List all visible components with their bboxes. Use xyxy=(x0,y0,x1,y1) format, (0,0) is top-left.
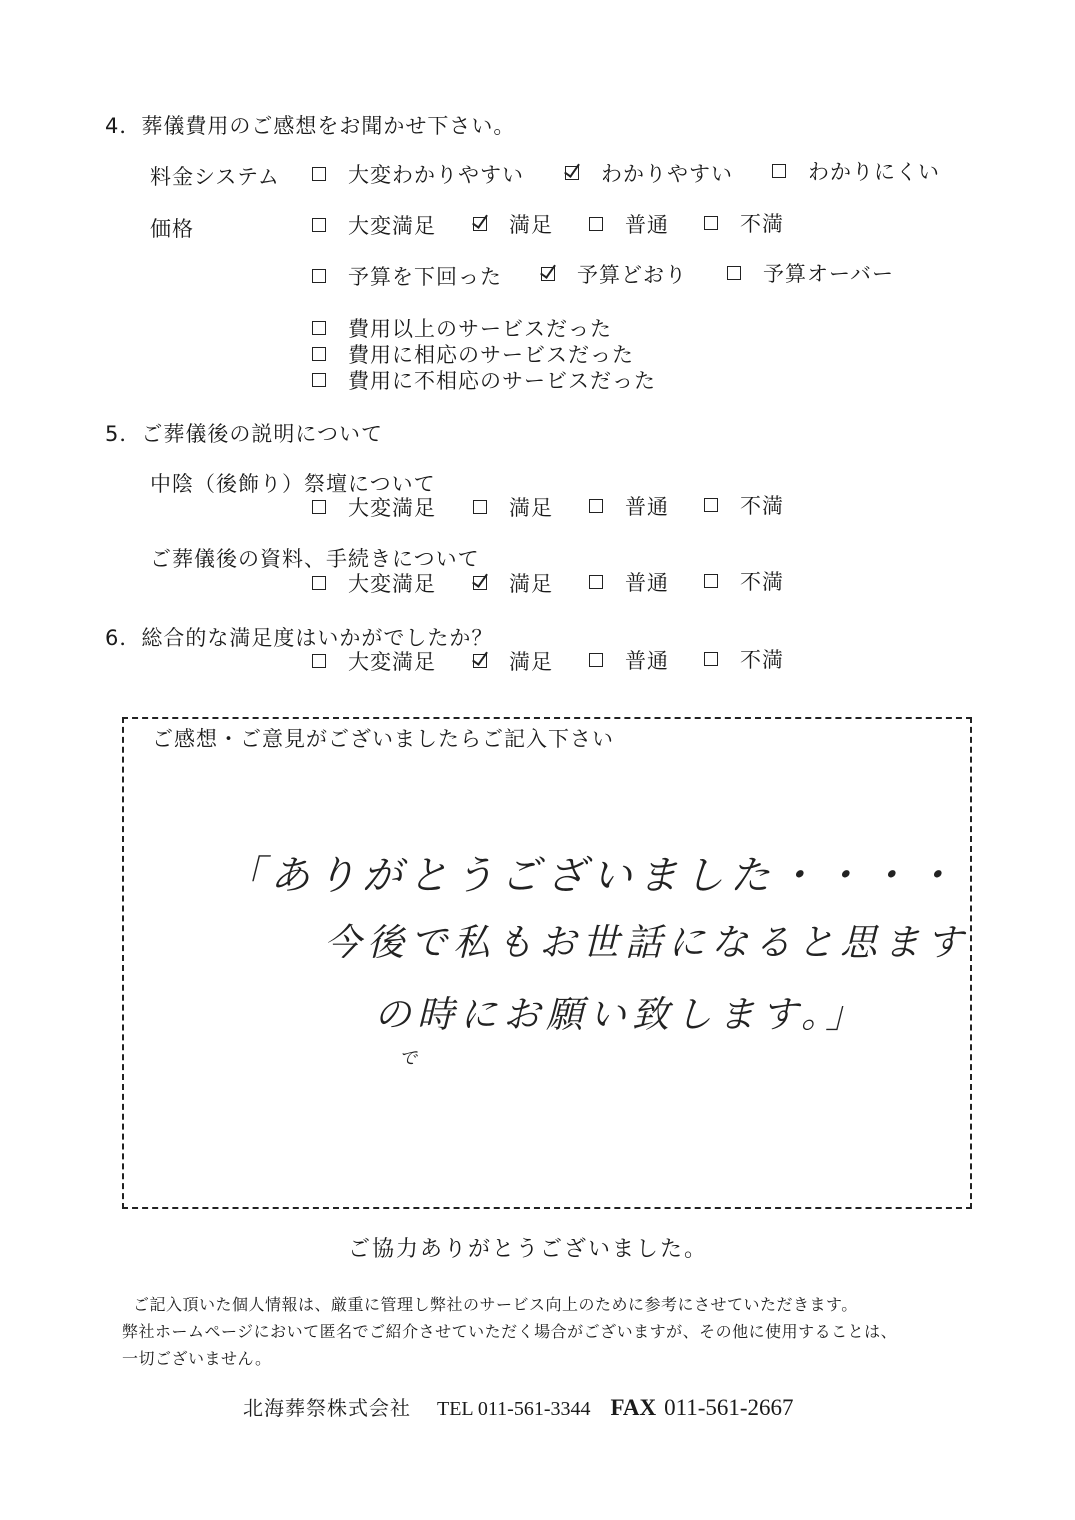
docs-option-normal[interactable]: 普通 xyxy=(589,567,669,597)
checkbox[interactable] xyxy=(312,373,326,387)
docs-option-very-satisfied[interactable]: 大変満足 xyxy=(312,568,436,598)
altar-label: 中陰（後飾り）祭壇について xyxy=(150,472,436,496)
checkbox[interactable] xyxy=(772,164,786,178)
value-option-matched[interactable]: 費用に相応のサービスだった xyxy=(312,339,634,369)
thanks-message: ご協力ありがとうございました。 xyxy=(348,1237,709,1262)
comment-box[interactable] xyxy=(122,717,972,1209)
checkbox[interactable] xyxy=(312,269,326,283)
checkbox[interactable] xyxy=(312,321,326,335)
handwritten-line-1: 「ありがとうございました・・・・ xyxy=(224,853,960,899)
budget-option-under[interactable]: 予算を下回った xyxy=(312,261,502,291)
overall-option-normal[interactable]: 普通 xyxy=(589,645,669,675)
tel-number: TEL 011-561-3344 xyxy=(437,1398,591,1420)
checkbox[interactable] xyxy=(704,216,718,230)
docs-option-satisfied[interactable]: 満足 xyxy=(473,568,553,598)
price-option-dissatisfied[interactable]: 不満 xyxy=(704,208,784,238)
checkbox[interactable] xyxy=(704,574,718,588)
company-name: 北海葬祭株式会社 xyxy=(243,1396,411,1420)
checkbox[interactable] xyxy=(312,347,326,361)
checkbox[interactable] xyxy=(704,652,718,666)
notice-line-3: 一切ございません。 xyxy=(122,1349,272,1368)
price-option-normal[interactable]: 普通 xyxy=(589,209,669,239)
price-option-very-satisfied[interactable]: 大変満足 xyxy=(312,210,436,240)
checkbox[interactable] xyxy=(704,498,718,512)
handwritten-line-2: 今後で私もお世話になると思ます xyxy=(324,921,969,964)
overall-option-satisfied[interactable]: 満足 xyxy=(473,646,553,676)
docs-option-dissatisfied[interactable]: 不満 xyxy=(704,566,784,596)
system-option-very-clear[interactable]: 大変わかりやすい xyxy=(312,159,524,189)
handwritten-line-3: の時にお願い致します。」 xyxy=(374,993,869,1036)
checkbox-checked[interactable] xyxy=(541,267,555,281)
system-option-clear[interactable]: わかりやすい xyxy=(565,158,733,188)
system-label: 料金システム xyxy=(150,165,280,189)
docs-label: ご葬儀後の資料、手続きについて xyxy=(150,547,480,571)
value-option-above[interactable]: 費用以上のサービスだった xyxy=(312,313,612,343)
checkbox-checked[interactable] xyxy=(473,654,487,668)
checkbox[interactable] xyxy=(473,500,487,514)
overall-option-dissatisfied[interactable]: 不満 xyxy=(704,644,784,674)
system-option-unclear[interactable]: わかりにくい xyxy=(772,156,940,186)
q4-heading: 4．葬儀費用のご感想をお聞かせ下さい。 xyxy=(105,114,516,138)
q5-heading: 5．ご葬儀後の説明について xyxy=(105,422,383,446)
notice-line-2: 弊社ホームページにおいて匿名でご紹介させていただく場合がございますが、その他に使用することは、 xyxy=(122,1322,898,1341)
handwritten-correction: で xyxy=(399,1048,417,1069)
checkbox-checked[interactable] xyxy=(473,217,487,231)
budget-option-over[interactable]: 予算オーバー xyxy=(727,258,894,288)
price-label: 価格 xyxy=(150,217,194,241)
altar-option-normal[interactable]: 普通 xyxy=(589,491,669,521)
comment-title: ご感想・ご意見がございましたらご記入下さい xyxy=(152,727,614,751)
checkbox-checked[interactable] xyxy=(565,166,579,180)
altar-option-satisfied[interactable]: 満足 xyxy=(473,492,553,522)
checkbox[interactable] xyxy=(727,266,741,280)
altar-option-very-satisfied[interactable]: 大変満足 xyxy=(312,492,436,522)
checkbox[interactable] xyxy=(312,167,326,181)
value-option-below[interactable]: 費用に不相応のサービスだった xyxy=(312,365,656,395)
checkbox[interactable] xyxy=(589,653,603,667)
price-option-satisfied[interactable]: 満足 xyxy=(473,209,553,239)
fax-label: FAX xyxy=(610,1395,657,1420)
notice-line-1: ご記入頂いた個人情報は、厳重に管理し弊社のサービス向上のために参考にさせていただきます。 xyxy=(133,1295,858,1314)
checkbox[interactable] xyxy=(589,499,603,513)
checkbox[interactable] xyxy=(312,576,326,590)
overall-option-very-satisfied[interactable]: 大変満足 xyxy=(312,646,436,676)
checkbox[interactable] xyxy=(589,217,603,231)
fax-number: 011-561-2667 xyxy=(664,1395,794,1420)
footer xyxy=(243,1392,794,1421)
q6-heading: 6．総合的な満足度はいかがでしたか？ xyxy=(105,626,494,650)
checkbox[interactable] xyxy=(589,575,603,589)
budget-option-as-planned[interactable]: 予算どおり xyxy=(541,259,687,289)
checkbox[interactable] xyxy=(312,218,326,232)
altar-option-dissatisfied[interactable]: 不満 xyxy=(704,490,784,520)
checkbox[interactable] xyxy=(312,500,326,514)
checkbox[interactable] xyxy=(312,654,326,668)
checkbox-checked[interactable] xyxy=(473,576,487,590)
